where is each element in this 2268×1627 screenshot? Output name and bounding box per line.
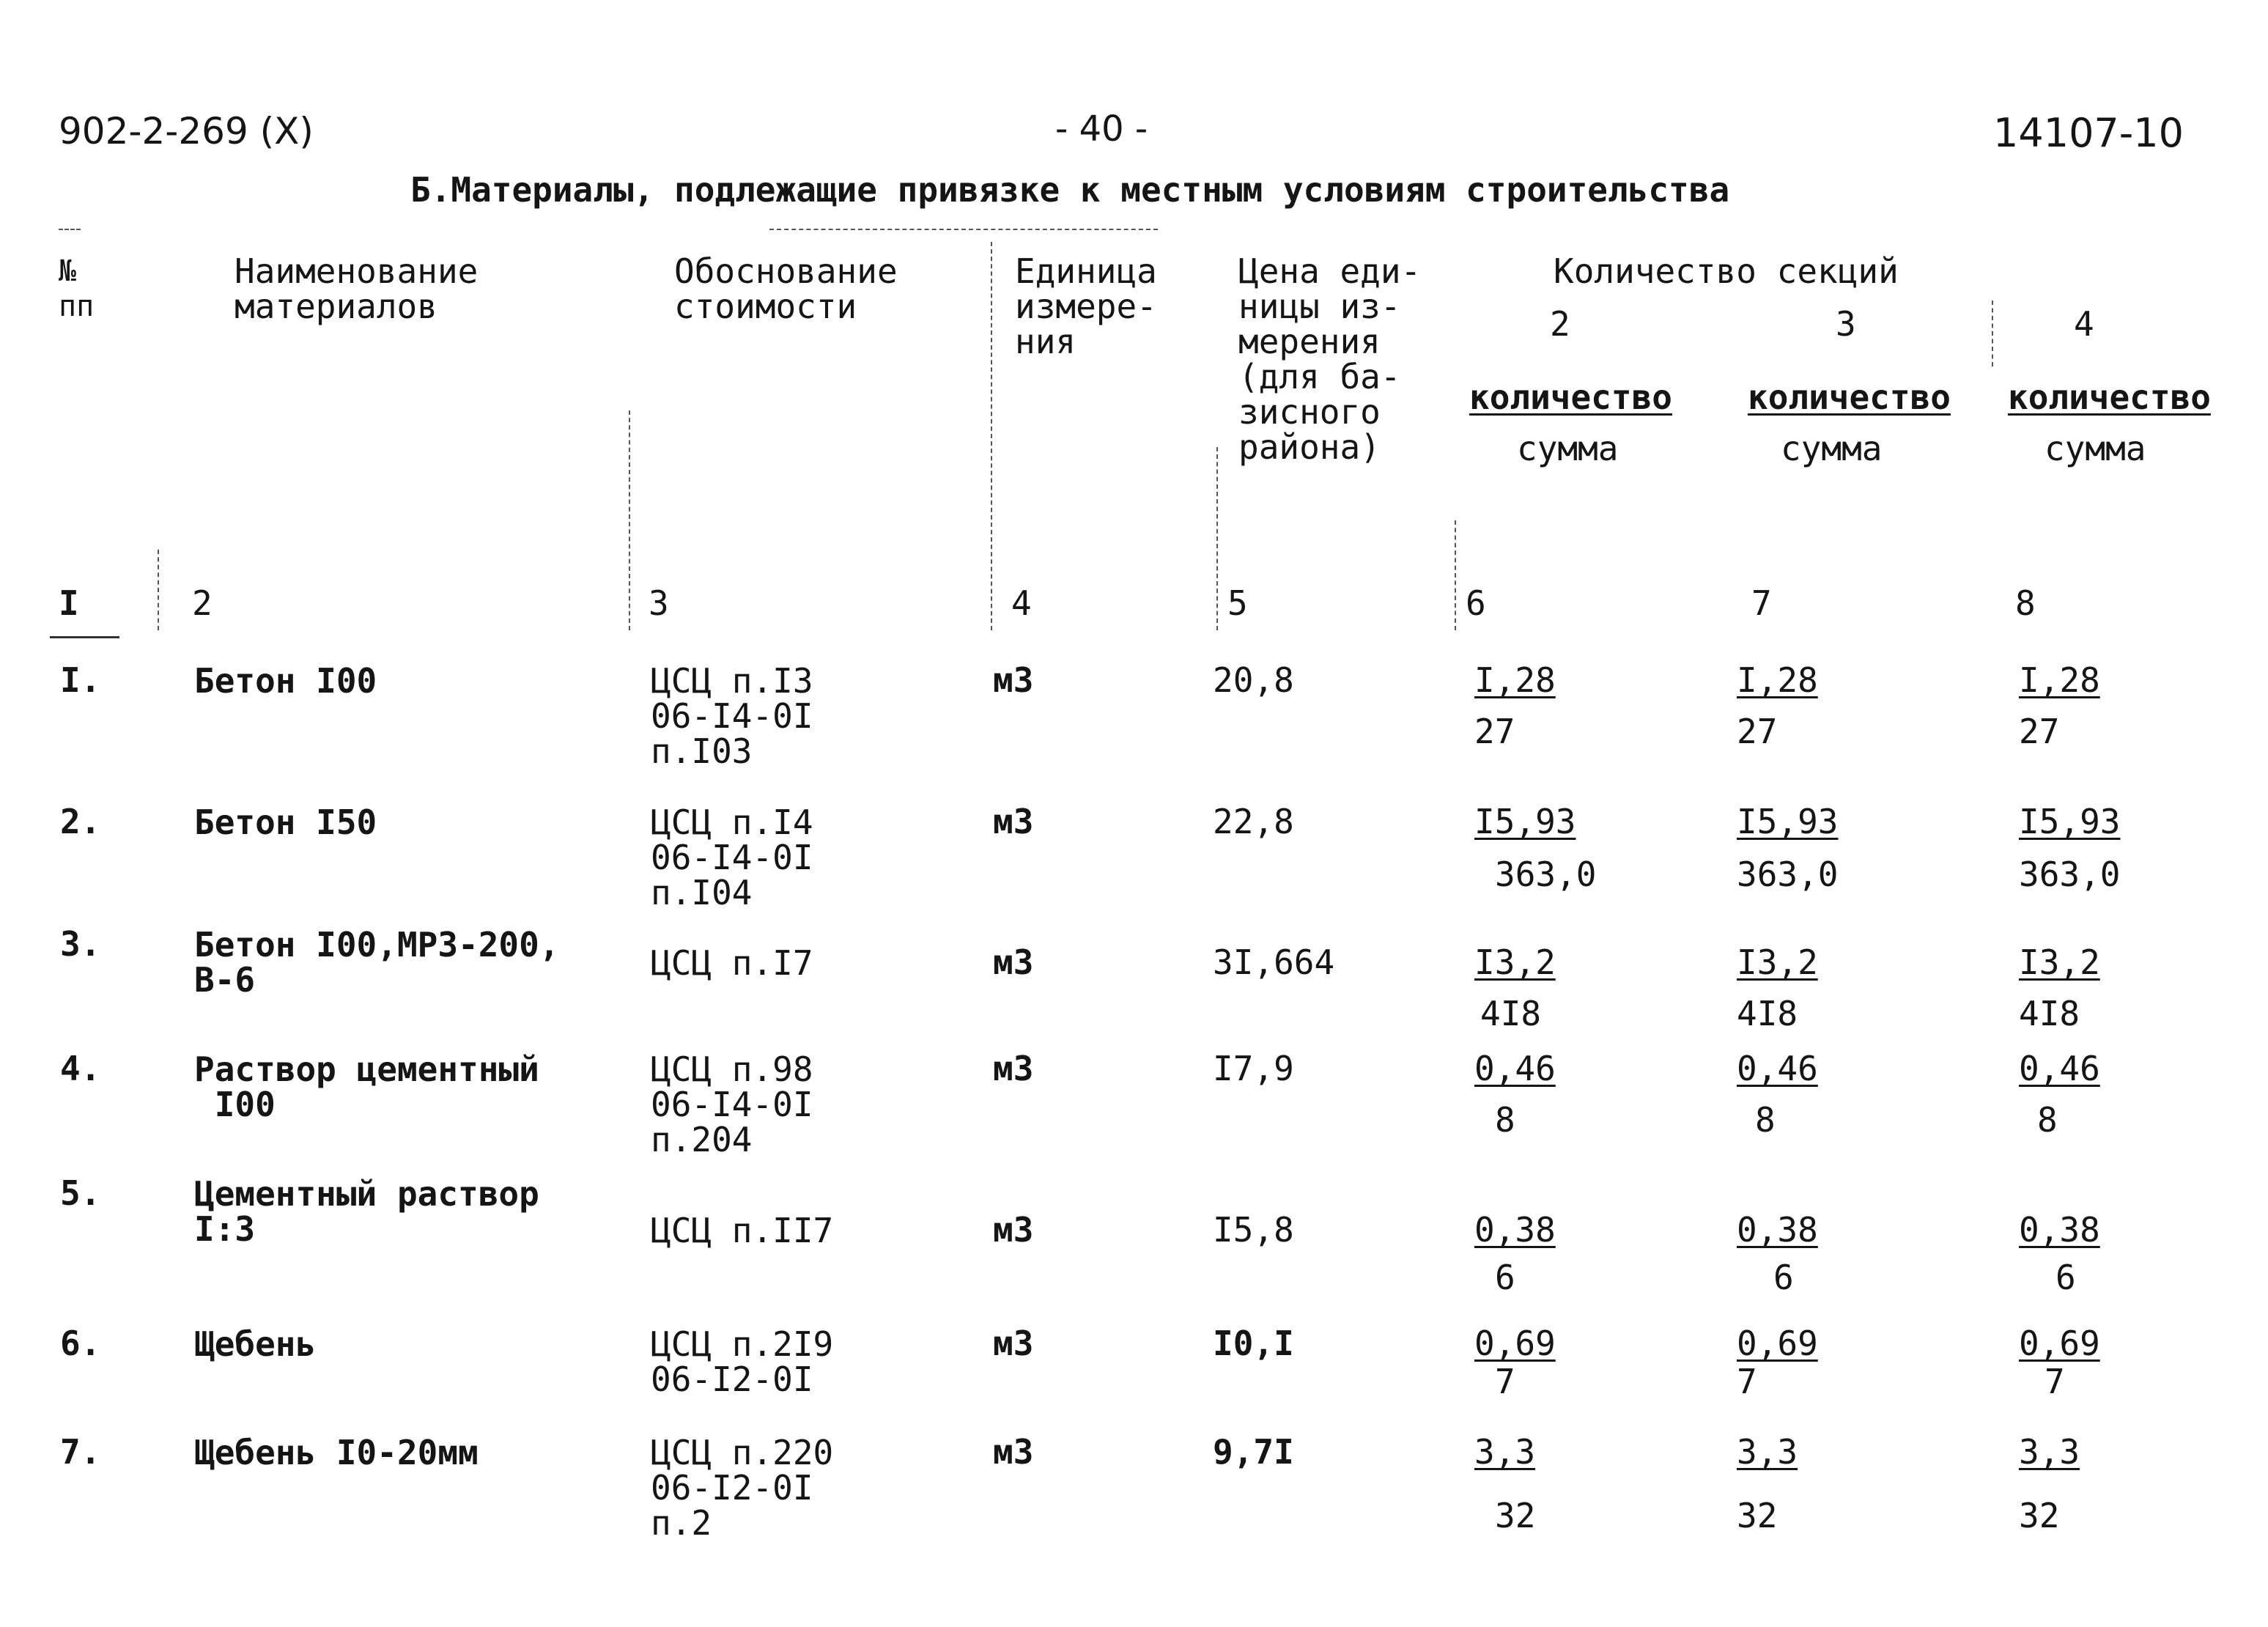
header-section-count: 4 — [2074, 304, 2094, 344]
material-name: Щебень I0-20мм — [194, 1433, 479, 1472]
unit-price: 20,8 — [1213, 660, 1294, 700]
quantity: 3,3 — [1737, 1432, 1798, 1472]
quantity: 0,69 — [1737, 1324, 1818, 1363]
sum: 7 — [1495, 1362, 1515, 1401]
row-number: 6. — [60, 1324, 101, 1363]
sum: 27 — [2019, 712, 2060, 751]
material-name: Щебень — [194, 1324, 317, 1364]
sum: 8 — [1495, 1100, 1515, 1140]
quantity: 0,46 — [1737, 1049, 1818, 1088]
quantity: 3,3 — [1474, 1432, 1536, 1472]
row-number: 2. — [60, 802, 101, 841]
material-name: Раствор цементный I00 — [194, 1049, 539, 1124]
sum: 6 — [1773, 1258, 1794, 1297]
sum: 32 — [2019, 1496, 2060, 1535]
quantity: 0,38 — [2019, 1210, 2100, 1250]
unit-price: I0,I — [1213, 1324, 1294, 1363]
material-name: Бетон I00,МРЗ-200, В-6 — [194, 925, 560, 1000]
unit-price: I7,9 — [1213, 1049, 1294, 1088]
header-col-name: Наименование материалов — [234, 251, 479, 326]
column-separator — [1216, 447, 1218, 630]
sum: 8 — [1755, 1100, 1776, 1140]
quantity: I,28 — [2019, 660, 2100, 700]
quantity: 0,46 — [2019, 1049, 2100, 1088]
sum: 7 — [2044, 1362, 2065, 1401]
sum: 363,0 — [1737, 855, 1839, 894]
column-number: 3 — [649, 583, 669, 623]
row-number: 7. — [60, 1432, 101, 1472]
header-sum-label: сумма — [2044, 429, 2146, 468]
header-section-count: 3 — [1836, 304, 1856, 344]
column-number: I — [59, 583, 79, 623]
quantity: 0,69 — [1474, 1324, 1556, 1363]
row-number: 5. — [60, 1173, 101, 1213]
header-qty-label: количество — [1748, 377, 1951, 417]
unit: м3 — [993, 1049, 1034, 1088]
cost-basis: ЦСЦ п.98 06-I4-0I п.204 — [651, 1049, 813, 1159]
unit: м3 — [993, 660, 1034, 700]
cost-basis: ЦСЦ п.220 06-I2-0I п.2 — [651, 1433, 834, 1543]
column-number: 4 — [1011, 583, 1032, 623]
unit-price: 22,8 — [1213, 802, 1294, 841]
header-qty-label: количество — [2008, 377, 2211, 417]
header-dashed-mark — [59, 229, 81, 230]
cost-basis: ЦСЦ п.I3 06-I4-0I п.I03 — [651, 661, 813, 771]
sum: 8 — [2037, 1100, 2058, 1140]
sum: 27 — [1737, 712, 1778, 751]
header-sum-label: сумма — [1781, 429, 1883, 468]
column-number: 5 — [1227, 583, 1248, 623]
column-separator — [629, 410, 630, 630]
quantity: I5,93 — [2019, 802, 2121, 841]
header-col-number: № пп — [59, 254, 95, 323]
material-name: Бетон I00 — [194, 661, 377, 701]
sum: 4I8 — [2019, 994, 2080, 1033]
quantity: I,28 — [1737, 660, 1818, 700]
column-separator — [1455, 520, 1456, 630]
sum: 7 — [1737, 1362, 1757, 1401]
quantity: 0,38 — [1737, 1210, 1818, 1250]
column-separator — [158, 550, 159, 630]
unit-price: I5,8 — [1213, 1210, 1294, 1250]
sum: 4I8 — [1480, 994, 1542, 1033]
quantity: 0,46 — [1474, 1049, 1556, 1088]
quantity: I3,2 — [2019, 942, 2100, 982]
row-number: 4. — [60, 1049, 101, 1088]
document-title: Б.Материалы, подлежащие привязке к местным условиям строительства — [410, 170, 1730, 210]
quantity: I,28 — [1474, 660, 1556, 700]
quantity: I5,93 — [1474, 802, 1576, 841]
column-number: 8 — [2015, 583, 2036, 623]
cost-basis: ЦСЦ п.I4 06-I4-0I п.I04 — [651, 803, 813, 912]
cost-basis: ЦСЦ п.2I9 06-I2-0I — [651, 1324, 834, 1399]
unit: м3 — [993, 1432, 1034, 1472]
unit: м3 — [993, 1324, 1034, 1363]
unit: м3 — [993, 942, 1034, 982]
header-col-unit: Единица измере- ния — [1015, 251, 1157, 361]
header-dashed-line — [769, 229, 1158, 230]
quantity: I3,2 — [1737, 942, 1818, 982]
column-number: 7 — [1751, 583, 1772, 623]
sum: 4I8 — [1737, 994, 1798, 1033]
sum: 6 — [1495, 1258, 1515, 1297]
header-col-price: Цена еди- ницы из- мерения (для ба- зисного района) — [1238, 251, 1422, 467]
material-name: Цементный раствор I:3 — [194, 1174, 539, 1249]
material-name: Бетон I50 — [194, 803, 377, 842]
header-col-basis: Обоснование стоимости — [674, 251, 898, 326]
column-number: 6 — [1466, 583, 1486, 623]
column-number: 2 — [192, 583, 213, 623]
quantity: 0,69 — [2019, 1324, 2100, 1363]
cost-basis: ЦСЦ п.I7 — [651, 943, 813, 983]
sum: 363,0 — [2019, 855, 2121, 894]
sum: 32 — [1495, 1496, 1536, 1535]
document-code: 902-2-269 (X) — [59, 110, 314, 152]
quantity: I3,2 — [1474, 942, 1556, 982]
column-number-underline — [50, 636, 119, 638]
header-section-count: 2 — [1550, 304, 1570, 344]
cost-basis: ЦСЦ п.II7 — [651, 1211, 834, 1250]
sheet-id: 14107-10 — [1993, 110, 2184, 156]
row-number: I. — [60, 660, 101, 700]
header-sections-title: Количество секций — [1554, 251, 1899, 291]
sum: 6 — [2055, 1258, 2076, 1297]
unit: м3 — [993, 802, 1034, 841]
column-separator — [1992, 300, 1993, 366]
page-number: - 40 - — [1055, 108, 1148, 150]
column-separator — [991, 242, 992, 630]
sum: 27 — [1474, 712, 1515, 751]
unit-price: 3I,664 — [1213, 942, 1335, 982]
sum: 32 — [1737, 1496, 1778, 1535]
row-number: 3. — [60, 924, 101, 964]
quantity: 0,38 — [1474, 1210, 1556, 1250]
quantity: 3,3 — [2019, 1432, 2080, 1472]
unit: м3 — [993, 1210, 1034, 1250]
header-sum-label: сумма — [1517, 429, 1619, 468]
unit-price: 9,7I — [1213, 1432, 1294, 1472]
sum: 363,0 — [1495, 855, 1597, 894]
quantity: I5,93 — [1737, 802, 1839, 841]
header-qty-label: количество — [1469, 377, 1672, 417]
